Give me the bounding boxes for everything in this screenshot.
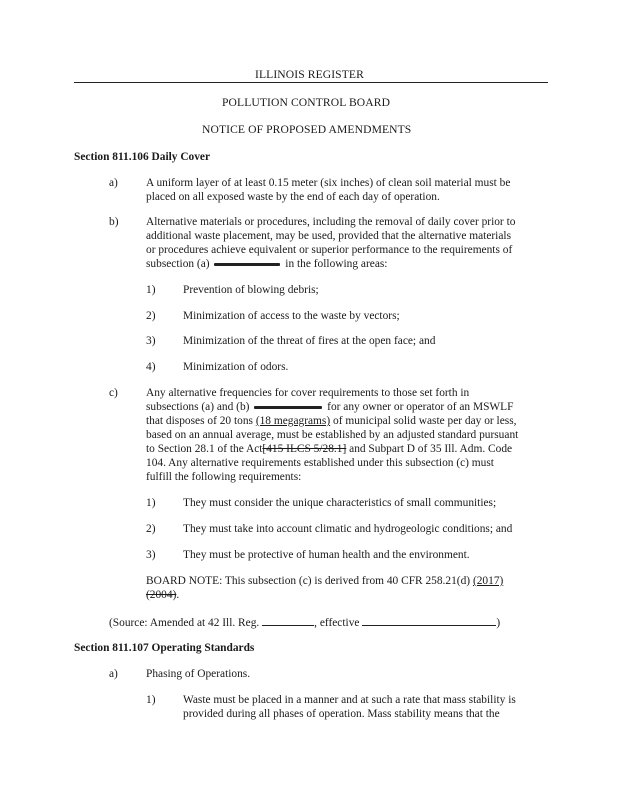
subsection-b-line3: or procedures achieve equivalent or superior performance to the requirements of: [146, 244, 513, 256]
source-close: ): [496, 617, 501, 629]
redaction-mark: [254, 406, 322, 409]
b-item-2-num: 2): [146, 310, 156, 322]
subsection-b-line2: additional waste placement, may be used, provided that the alternative materials: [146, 230, 512, 242]
b-item-3-num: 3): [146, 335, 156, 347]
subsection-b-line1: Alternative materials or procedures, including the removal of daily cover prior to: [146, 216, 516, 228]
c-line5-pre: to Section 28.1 of the Act: [146, 443, 263, 455]
source-note: [109, 615, 500, 630]
c-item-3-num: 3): [146, 549, 156, 561]
c-line3-pre: that disposes of 20 tons: [146, 415, 253, 427]
subsection-a-marker: a): [109, 177, 118, 189]
board-note-line2: [146, 588, 179, 602]
board-note-line1: [146, 574, 503, 588]
subsection-b-marker: b): [109, 216, 119, 228]
c-item-1-text: They must consider the unique characteristics of small communities;: [183, 497, 497, 509]
section-811-106-heading: Section 811.106 Daily Cover: [74, 151, 211, 163]
subsection-c-line2: [146, 400, 513, 414]
subsection-c-line6: 104. Any alternative requirements established under this subsection (c) must: [146, 457, 494, 469]
b-item-2-text: Minimization of access to the waste by vectors;: [183, 310, 400, 322]
s107-subsection-a-text: Phasing of Operations.: [146, 668, 251, 680]
source-prefix: (Source: Amended at 42 Ill. Reg.: [109, 617, 260, 629]
subsection-c-line1: Any alternative frequencies for cover requirements to those set forth in: [146, 387, 470, 399]
board-note-year-deleted: (2004): [146, 589, 177, 601]
subsection-c-line7: fulfill the following requirements:: [146, 471, 302, 483]
s107-item-1-marker: 1): [146, 694, 156, 706]
header-rule: [74, 82, 548, 83]
b-item-4-text: Minimization of odors.: [183, 361, 289, 373]
subsection-a-line2: placed on all exposed waste by the end of each day of operation.: [146, 191, 440, 203]
s107-item-1-line1: Waste must be placed in a manner and at such a rate that mass stability is: [183, 694, 516, 706]
c-line2-pre: subsections (a) and (b): [146, 401, 250, 413]
board-title: POLLUTION CONTROL BOARD: [222, 96, 391, 109]
board-note-year-added: (2017): [472, 575, 504, 587]
redaction-mark: [214, 263, 280, 266]
subsection-c-line3: [146, 414, 517, 428]
subsection-a-line1: A uniform layer of at least 0.15 meter (six inches) of clean soil material must be: [146, 177, 511, 189]
subsection-c-marker: c): [109, 387, 118, 399]
c-line5-struck: [415 ILCS 5/28.1]: [262, 443, 347, 455]
c-item-2-num: 2): [146, 523, 156, 535]
c-item-2-text: They must take into account climatic and hydrogeologic conditions; and: [183, 523, 513, 535]
notice-title: NOTICE OF PROPOSED AMENDMENTS: [202, 123, 412, 136]
c-line2-post: for any owner or operator of an MSWLF: [327, 401, 514, 413]
s107-subsection-a-marker: a): [109, 668, 118, 680]
register-title: ILLINOIS REGISTER: [255, 68, 364, 81]
subsection-c-line5: [146, 442, 512, 456]
b-item-1-num: 1): [146, 284, 156, 296]
source-effective: , effective: [314, 617, 360, 629]
section-811-107-heading: Section 811.107 Operating Standards: [74, 642, 255, 654]
subsection-c-line4: based on an annual average, must be established by an adjusted standard pursuant: [146, 429, 519, 441]
subsection-b-line4: [146, 257, 387, 271]
c-line3-underlined: (18 megagrams): [255, 415, 331, 427]
c-item-1-num: 1): [146, 497, 156, 509]
effective-date-blank: [362, 615, 496, 626]
board-note-period: .: [176, 589, 180, 601]
b-item-4-num: 4): [146, 361, 156, 373]
c-item-3-text: They must be protective of human health and the environment.: [183, 549, 470, 561]
c-line3-post: of municipal solid waste per day or less,: [333, 415, 517, 427]
c-line5-post: and Subpart D of 35 Ill. Adm. Code: [349, 443, 513, 455]
b-line4-post: in the following areas:: [285, 258, 388, 270]
register-number-blank: [262, 615, 314, 626]
s107-item-1-line2: provided during all phases of operation. Mass stability means that the: [183, 708, 500, 720]
b-line4-pre: subsection (a): [146, 258, 210, 270]
b-item-1-text: Prevention of blowing debris;: [183, 284, 319, 296]
b-item-3-text: Minimization of the threat of fires at the open face; and: [183, 335, 436, 347]
board-note-text: BOARD NOTE: This subsection (c) is derived from 40 CFR 258.21(d): [146, 575, 471, 587]
